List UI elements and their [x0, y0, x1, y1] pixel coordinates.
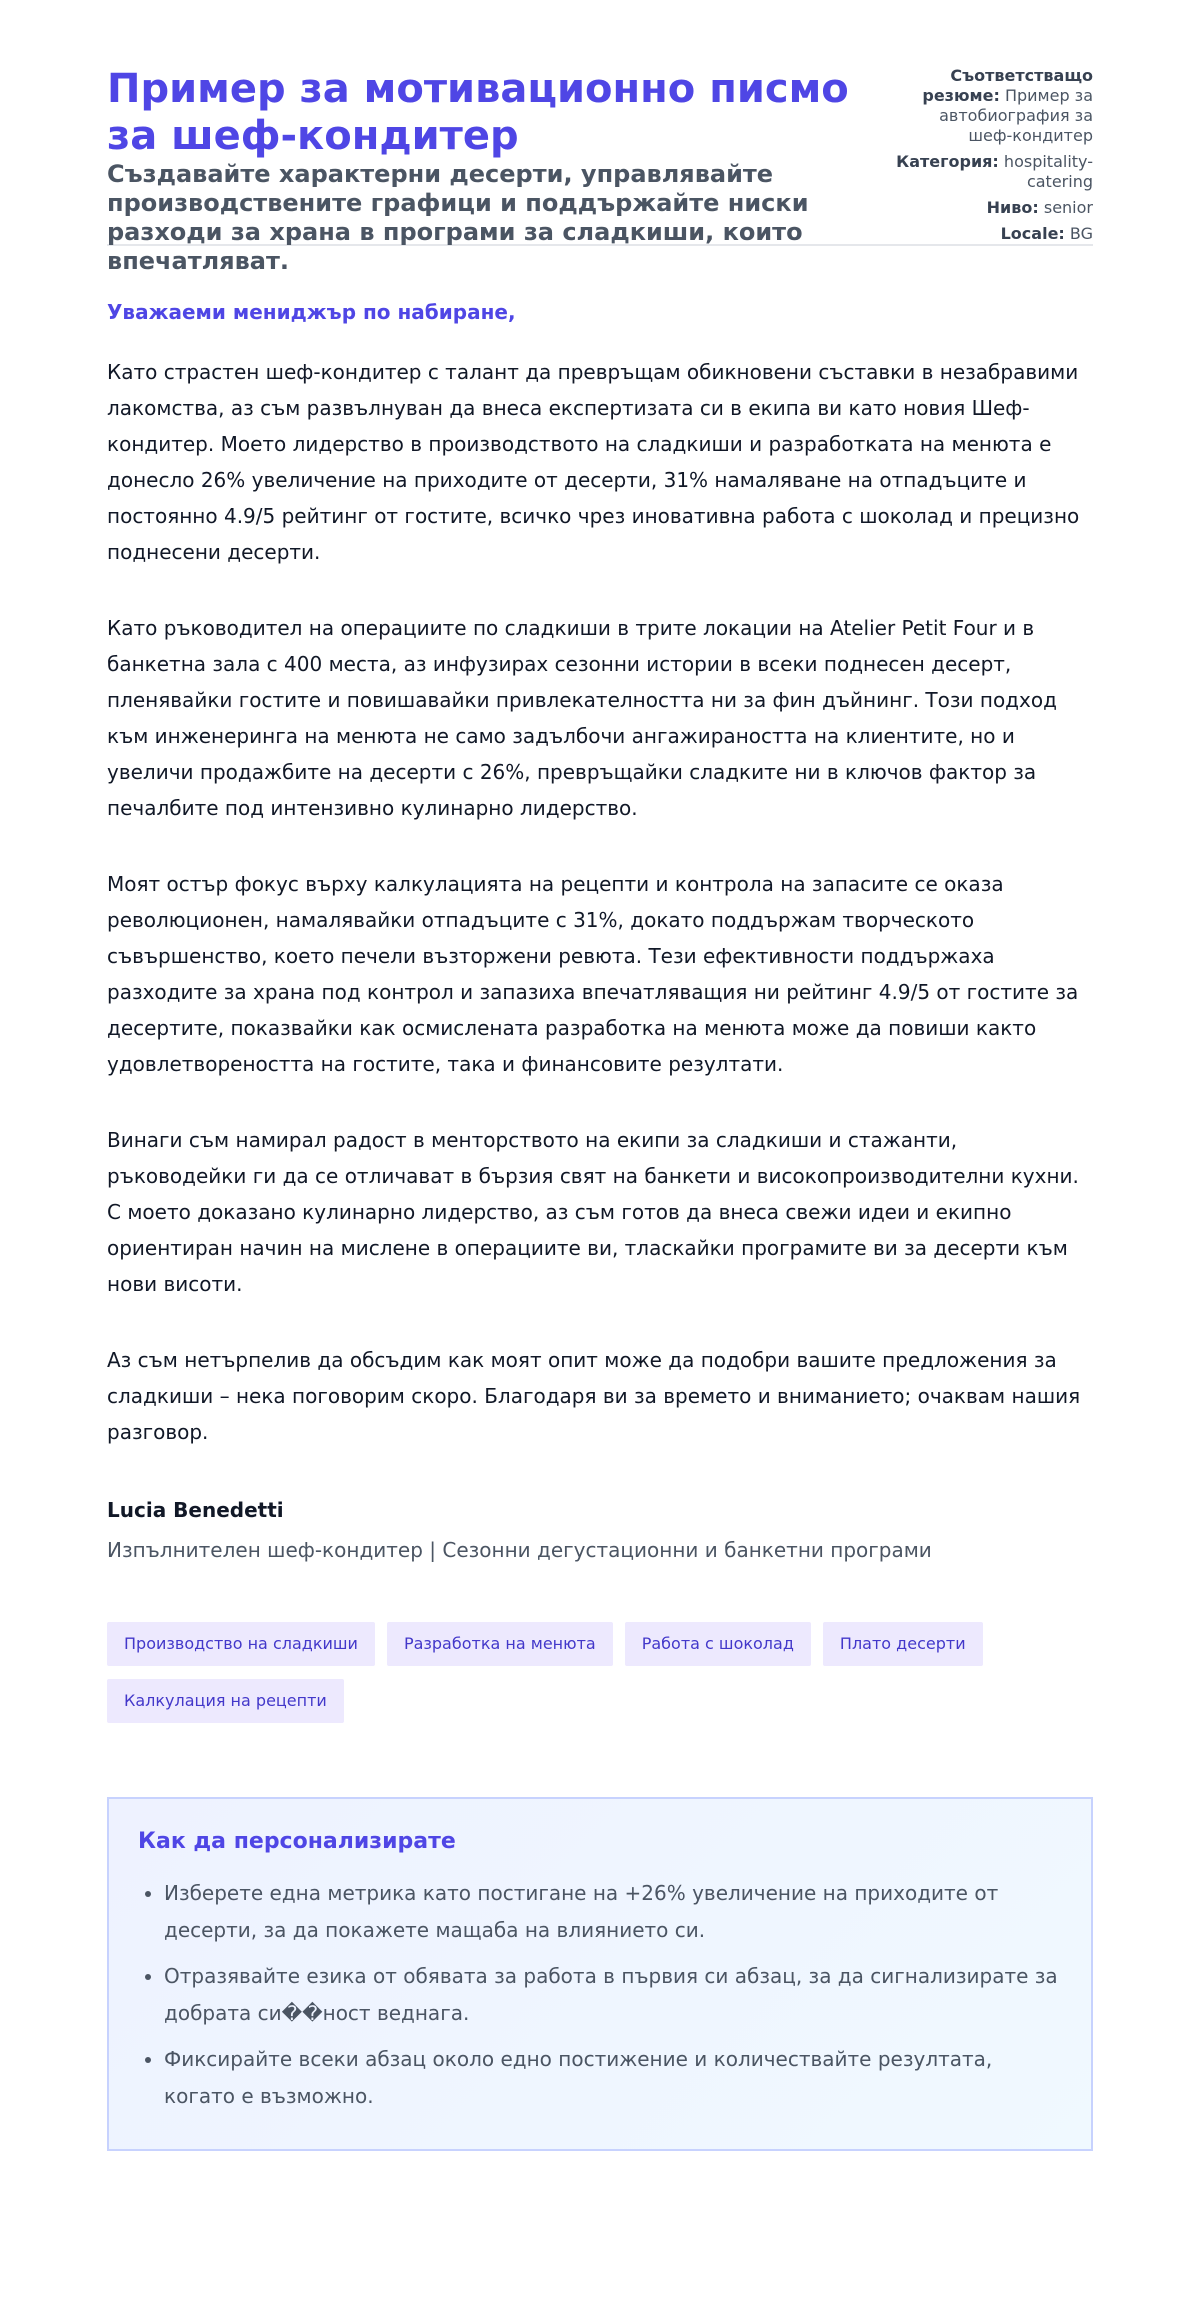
letter-paragraph: Моят остър фокус върху калкулацията на рецепти и контрола на запасите се оказа революционен, намалявайки отпадъците с 31%, докато поддържам творческото съвършенство, което печели възторжени ревюта. Тези ефективности поддържаха разходите за храна под контрол и запазиха впечатляващия ни рейтинг 4.9/5 от гостите за десертите, показвайки как осмислената разработка на менюта може да повиши както удовлетвореността на гостите, така и финансовите резултати. — [107, 872, 1079, 1076]
meta-resume — [893, 66, 1093, 146]
skill-tags — [107, 1622, 1093, 1723]
skill-tag: Работа с шоколад — [625, 1622, 811, 1666]
letter-paragraphs — [107, 354, 1093, 1450]
skill-tag: Калкулация на рецепти — [107, 1679, 344, 1723]
meta-locale-label: Locale: — [1000, 224, 1065, 243]
page-header — [107, 0, 1093, 275]
page-subtitle: Създавайте характерни десерти, управлявайте производствените графици и поддържайте ниски разходи за храна в програми за сладкиши, които впечатляват. — [107, 160, 809, 275]
letter-greeting: Уважаеми мениджър по набиране, — [107, 300, 516, 324]
meta-category-label: Категория: — [896, 152, 999, 171]
meta-locale-value: BG — [1069, 224, 1093, 243]
meta-level — [893, 198, 1093, 218]
letter-paragraph: Аз съм нетърпелив да обсъдим как моят опит може да подобри вашите предложения за сладкиши – нека поговорим скоро. Благодаря ви за времето и вниманието; очаквам нашия разговор. — [107, 1348, 1081, 1444]
personalize-tips-box — [107, 1797, 1093, 2151]
page-title: Пример за мотивационно писмо за шеф-кондитер — [107, 66, 849, 159]
meta-resume-label: Съответстващо резюме: — [922, 66, 1093, 105]
letter-body — [107, 298, 1093, 2151]
letter-paragraph: Винаги съм намирал радост в менторството на екипи за сладкиши и стажанти, ръководейки ги да се отличават в бързия свят на банкети и високопроизводителни кухни. С моето доказано кулинарно лидерство, аз съм готов да внеса свежи идеи и екипно ориентиран начин на мислене в операциите ви, тласкайки програмите ви за десерти към нови висоти. — [107, 1128, 1079, 1296]
letter-paragraph: Като страстен шеф-кондитер с талант да превръщам обикновени съставки в незабравими лакомства, аз съм развълнуван да внеса експертизата си в екипа ви като новия Шеф-кондитер. Моето лидерство в производството на сладкиши и разработката на менюта е донесло 26% увеличение на приходите от десерти, 31% намаляване на отпадъците и постоянно 4.9/5 рейтинг от гостите, всичко чрез иновативна работа с шоколад и прецизно поднесени десерти. — [107, 360, 1080, 564]
tips-title: Как да персонализирате — [138, 1829, 456, 1854]
signature-role: Изпълнителен шеф-кондитер | Сезонни дегустационни и банкетни програми — [107, 1538, 932, 1562]
tips-item: • Отразявайте езика от обявата за работа в първия си абзац, за да сигнализирате за добрата си��ност веднага. — [164, 1958, 1062, 2032]
meta-locale — [893, 224, 1093, 244]
signature-name: Lucia Benedetti — [107, 1498, 284, 1522]
skill-tag: Производство на сладкиши — [107, 1622, 375, 1666]
letter-paragraph: Като ръководител на операциите по сладкиши в трите локации на Atelier Petit Four и в банкетна зала с 400 места, аз инфузирах сезонни истории в всеки поднесен десерт, пленявайки гостите и повишавайки привлекателността ни за фин дъйнинг. Този подход към инженеринга на менюта не само задълбочи ангажираността на клиентите, но и увеличи продажбите на десерти с 26%, превръщайки сладките ни в ключов фактор за печалбите под интензивно кулинарно лидерство. — [107, 616, 1057, 820]
meta-level-label: Ниво: — [986, 198, 1039, 217]
tips-item: • Фиксирайте всеки абзац около едно постижение и количествайте резултата, когато е възможно. — [164, 2041, 1062, 2115]
tips-item: • Изберете една метрика като постигане на +26% увеличение на приходите от десерти, за да покажете мащаба на влиянието си. — [164, 1875, 1062, 1949]
meta-category — [893, 152, 1093, 192]
skill-tag: Разработка на менюта — [387, 1622, 613, 1666]
meta-resume-value: Пример за автобиография за шеф-кондитер — [939, 86, 1093, 145]
meta-level-value: senior — [1043, 198, 1093, 217]
skill-tag: Плато десерти — [823, 1622, 983, 1666]
meta-category-value: hospitality-catering — [1003, 152, 1093, 191]
meta-panel — [893, 66, 1093, 250]
tips-list — [138, 1875, 1062, 2115]
